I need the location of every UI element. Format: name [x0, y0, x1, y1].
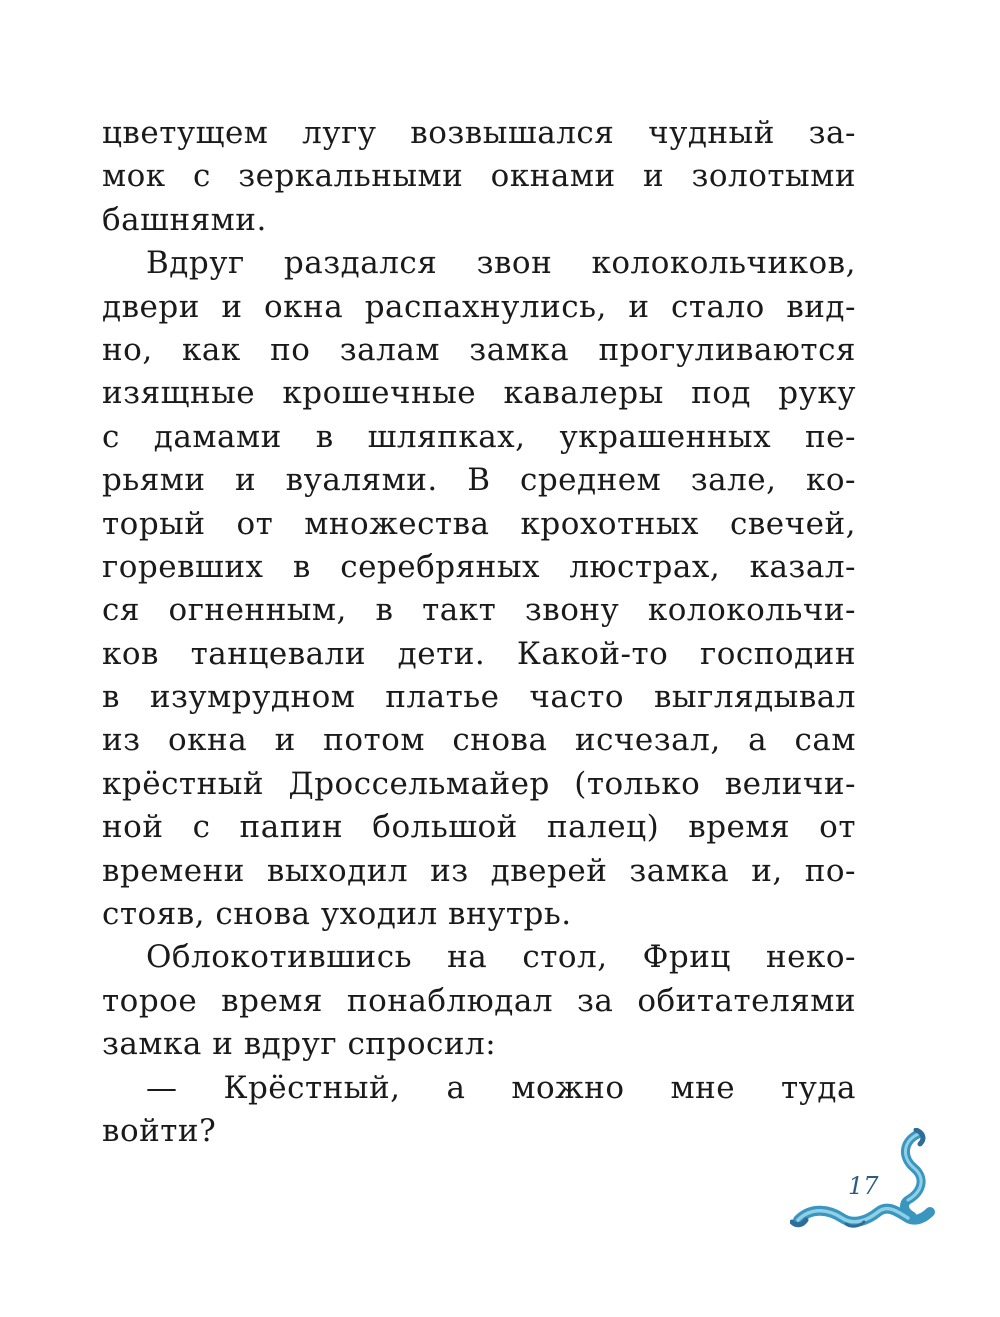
- text-line: Вдруг раздался звон колокольчиков,: [146, 245, 856, 282]
- text-line: двери и окна распахнулись, и стало вид-: [102, 288, 856, 325]
- text-line: торое время понаблюдал за обитателями: [102, 982, 856, 1019]
- text-line: войти?: [102, 1112, 217, 1149]
- text-line: Облокотившись на стол, Фриц неко-: [146, 939, 856, 976]
- text-line: ков танцевали дети. Какой-то господин: [102, 635, 856, 672]
- text-line: стояв, снова уходил внутрь.: [102, 896, 572, 933]
- text-line: из окна и потом снова исчезал, а сам: [102, 722, 856, 759]
- text-line: замка и вдруг спросил:: [102, 1026, 497, 1063]
- text-line: мок с зеркальными окнами и золотыми: [102, 158, 856, 195]
- text-line: башнями.: [102, 201, 267, 238]
- text-line: ной с папин большой палец) время от: [102, 809, 856, 846]
- story-text: [102, 112, 856, 1153]
- page-number: 17: [848, 1172, 879, 1200]
- text-line: изящные крошечные кавалеры под руку: [102, 375, 856, 412]
- text-line: рьями и вуалями. В среднем зале, ко-: [102, 462, 856, 499]
- text-line: цветущем лугу возвышался чудный за-: [102, 115, 856, 151]
- text-line: торый от множества крохотных свечей,: [102, 505, 856, 542]
- text-line: ся огненным, в такт звону колокольчи-: [102, 592, 856, 629]
- text-line: крёстный Дроссельмайер (только величи-: [102, 765, 856, 802]
- text-line: времени выходил из дверей замка и, по-: [102, 852, 856, 889]
- text-line: с дамами в шляпках, украшенных пе-: [102, 418, 856, 455]
- text-line: в изумрудном платье часто выглядывал: [102, 679, 856, 716]
- text-line: — Крёстный, а можно мне туда: [146, 1069, 856, 1106]
- text-line: но, как по залам замка прогуливаются: [102, 331, 856, 368]
- text-line: горевших в серебряных люстрах, казал-: [102, 548, 856, 585]
